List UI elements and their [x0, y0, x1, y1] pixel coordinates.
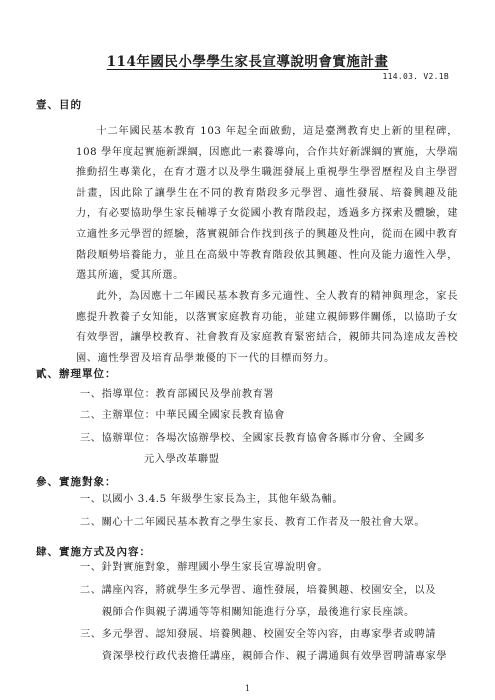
organizer-value-continued: 元入學改革聯盟 [144, 454, 220, 465]
section-heading-method: 肆、實施方式及內容： [36, 546, 151, 558]
organizer-value: 各場次協辦學校、全國家長教育協會各縣市分會、全國多 [155, 433, 426, 444]
purpose-paragraph-1: 十二年國民基本教育 103 年起全面啟動，這是臺灣教育史上新的里程碑，108 學年度起實施新課綱，因應此一素養導向，合作共好新課綱的實施，大學端推動招生專業化，在育才選才以及學生職涯發展上重視學生學習歷程及自主學習計畫，因此除了讓學生在不同的教育階段多元學習、適性發展、培養興趣及能力，有必要協助學生家長輔導子女從國小教育階段起，透過多方探索及體驗，建立適性多元學習的經驗，落實親師合作找到孩子的興趣及性向，從而在國中教育階段順勢培養能力，並且在高級中等教育階段依其興趣、性向及能力適性入學，選其所適，愛其所選。 [76, 126, 458, 282]
section-heading-audience: 參、實施對象： [36, 476, 117, 488]
purpose-paragraph-2: 此外，為因應十二年國民基本教育多元適性、全人教育的精神與理念，家長應提升教養子女知能，以落實家庭教育功能，並建立親師夥伴關係，以協助子女有效學習，讓學校教育、社會教育及家庭教育緊密結合，親師共同為達成友善校園、適性學習及培育品學兼優的下一代的目標而努力。 [76, 291, 458, 364]
page-number: 1 [244, 684, 251, 693]
organizer-value: 教育部國民及學前教育署 [155, 389, 275, 400]
method-item-line: 三、多元學習、認知發展、培養興趣、校園安全等內容，由專家學者或聘請 [80, 629, 436, 640]
audience-item: 一、以國小 3.4.5 年級學生家長為主，其他年級為輔。 [80, 494, 344, 505]
organizer-value: 中華民國全國家長教育協會 [155, 410, 285, 421]
organizer-label: 一、指導單位： [80, 389, 156, 400]
method-item-line: 二、講座內容，將就學生多元學習、適性發展，培養興趣、校園安全，以及 [80, 585, 436, 596]
organizer-label: 三、協辦單位： [80, 433, 156, 444]
audience-item: 二、關心十二年國民基本教育之學生家長、教育工作者及一般社會大眾。 [80, 517, 426, 528]
method-item-continued: 資深學校行政代表擔任講座，親師合作、親子溝通與有效學習聘請專家學 [102, 651, 448, 662]
section-heading-purpose: 壹、目的 [36, 99, 82, 111]
method-item [80, 580, 460, 624]
organizer-item [80, 428, 460, 470]
organizer-item [80, 405, 460, 426]
method-item: 一、針對實施對象，辦理國小學生家長宣導說明會。 [80, 562, 329, 573]
document-title: 114年國民小學學生家長宣導說明會實施計畫 [106, 54, 389, 70]
organizer-label: 二、主辦單位： [80, 410, 156, 421]
method-item [80, 624, 460, 668]
version-label: 114.03. V2.1B [382, 72, 449, 81]
section-heading-organizers: 貳、辦理單位： [36, 368, 117, 380]
method-item-continued: 親師合作與親子溝通等等相關知能進行分享，最後進行家長座談。 [102, 607, 415, 618]
organizer-item [80, 384, 460, 405]
